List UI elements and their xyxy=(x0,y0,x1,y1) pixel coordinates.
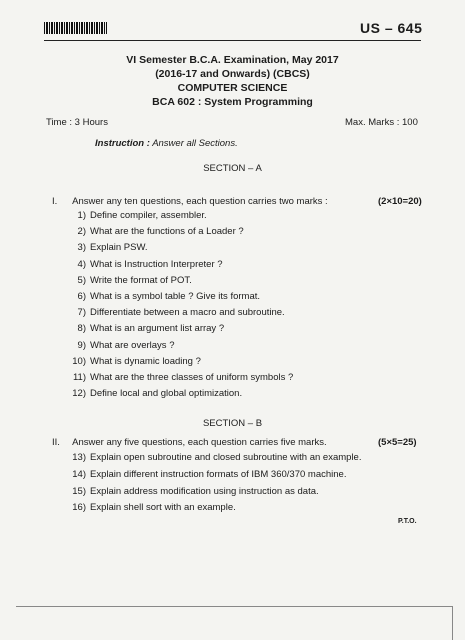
exam-heading xyxy=(0,53,465,109)
list-item: 15) Explain address modification using instruction as data. xyxy=(72,485,319,497)
instruction-label: Instruction : xyxy=(95,138,150,149)
subject-line: COMPUTER SCIENCE xyxy=(177,82,288,94)
scan-edge-bottom xyxy=(16,606,453,607)
question-number: I. xyxy=(52,196,58,207)
barcode xyxy=(44,22,107,34)
question-text: Answer any five questions, each question carries five marks. xyxy=(72,437,327,448)
question-1-heading xyxy=(52,196,328,207)
list-item: 6) What is a symbol table ? Give its format. xyxy=(77,290,261,302)
header-rule xyxy=(44,40,421,41)
time-allowed: Time : 3 Hours xyxy=(46,117,108,128)
question-2-marks: (5×5=25) xyxy=(378,437,417,448)
list-item: 13) Explain open subroutine and closed subroutine with an example. xyxy=(72,452,362,463)
instruction-text: Answer all Sections. xyxy=(152,138,238,149)
list-item: 5) Write the format of POT. xyxy=(77,274,192,286)
list-item: 10) What is dynamic loading ? xyxy=(72,355,201,367)
list-item: 16) Explain shell sort with an example. xyxy=(72,502,236,514)
list-item: 3) Explain PSW. xyxy=(77,242,148,254)
scan-edge-right xyxy=(452,606,453,640)
list-item: 12) Define local and global optimization. xyxy=(72,388,243,400)
list-item: 9) What are overlays ? xyxy=(77,339,175,351)
question-number: II. xyxy=(52,437,60,448)
paper-code: US – 645 xyxy=(360,20,423,36)
exam-line: VI Semester B.C.A. Examination, May 2017 xyxy=(126,54,339,66)
list-item: 14) Explain different instruction formats of IBM 360/370 machine. xyxy=(72,468,347,480)
instruction xyxy=(95,138,238,149)
section-a-title: SECTION – A xyxy=(203,163,262,174)
course-line: BCA 602 : System Programming xyxy=(152,96,313,108)
list-item: 4) What is Instruction Interpreter ? xyxy=(77,258,223,270)
question-text: Answer any ten questions, each question carries two marks : xyxy=(72,196,328,207)
pto-label: P.T.O. xyxy=(398,518,417,525)
list-item: 7) Differentiate between a macro and subroutine. xyxy=(77,307,285,319)
list-item: 2) What are the functions of a Loader ? xyxy=(77,226,244,238)
section-a-list xyxy=(72,208,293,402)
max-marks: Max. Marks : 100 xyxy=(345,117,418,128)
scheme-line: (2016-17 and Onwards) (CBCS) xyxy=(155,68,310,80)
question-2-heading xyxy=(52,437,327,448)
list-item: 11) What are the three classes of uniform symbols ? xyxy=(72,371,294,383)
question-1-marks: (2×10=20) xyxy=(378,196,422,207)
list-item: 8) What is an argument list array ? xyxy=(77,323,225,335)
section-b-title: SECTION – B xyxy=(202,418,263,429)
list-item: 1) Define compiler, assembler. xyxy=(77,210,207,221)
section-b-list xyxy=(72,450,361,517)
